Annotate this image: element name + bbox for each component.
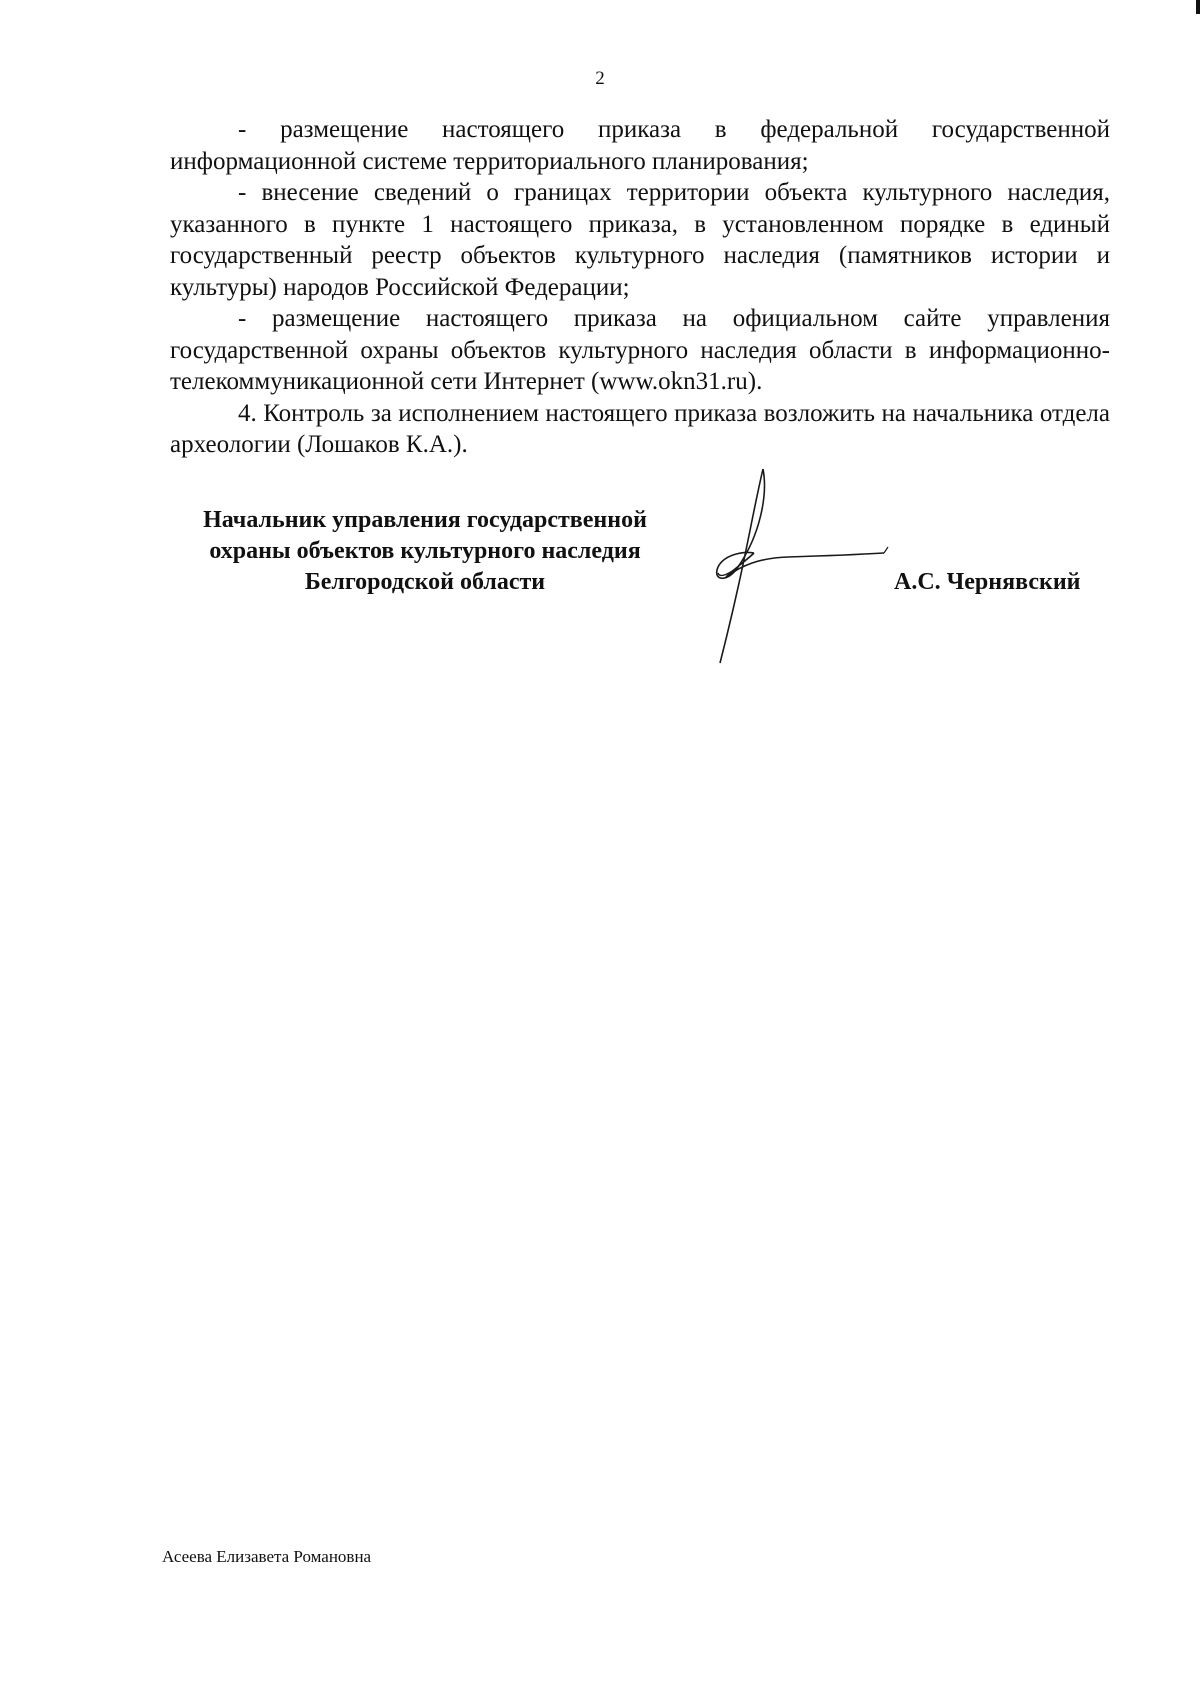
document-body (170, 114, 1110, 461)
signer-position (150, 505, 700, 598)
signer-position-line: охраны объектов культурного наследия (209, 538, 641, 564)
handwritten-signature (690, 455, 900, 665)
paragraph-registry: - внесение сведений о границах территории объекта культурного наследия, указанного в пункте 1 настоящего приказа, в установленном порядке в единый государственный реестр объектов культурного наследия (памятников истории и культуры) народов Российской Федерации; (170, 179, 1110, 301)
paragraph-website: - размещение настоящего приказа на официальном сайте управления государственной охраны объектов культурного наследия области в информационно-телекоммуникационной сети Интернет (www.okn31.ru). (170, 305, 1110, 395)
signer-position-line: Белгородской области (304, 569, 546, 595)
paragraph-control: 4. Контроль за исполнением настоящего приказа возложить на начальника отдела археологии (Лошаков К.А.). (170, 399, 1110, 458)
scan-edge-mark (1196, 0, 1200, 14)
signer-position-line: Начальник управления государственной (203, 507, 647, 533)
executor-name: Асеева Елизавета Романовна (162, 1547, 372, 1566)
page-number: 2 (595, 68, 605, 89)
paragraph-fgis-tp: - размещение настоящего приказа в федеральной государственной информационной системе территориального планирования; (170, 116, 1110, 175)
signer-name: А.С. Чернявский (894, 569, 1081, 595)
